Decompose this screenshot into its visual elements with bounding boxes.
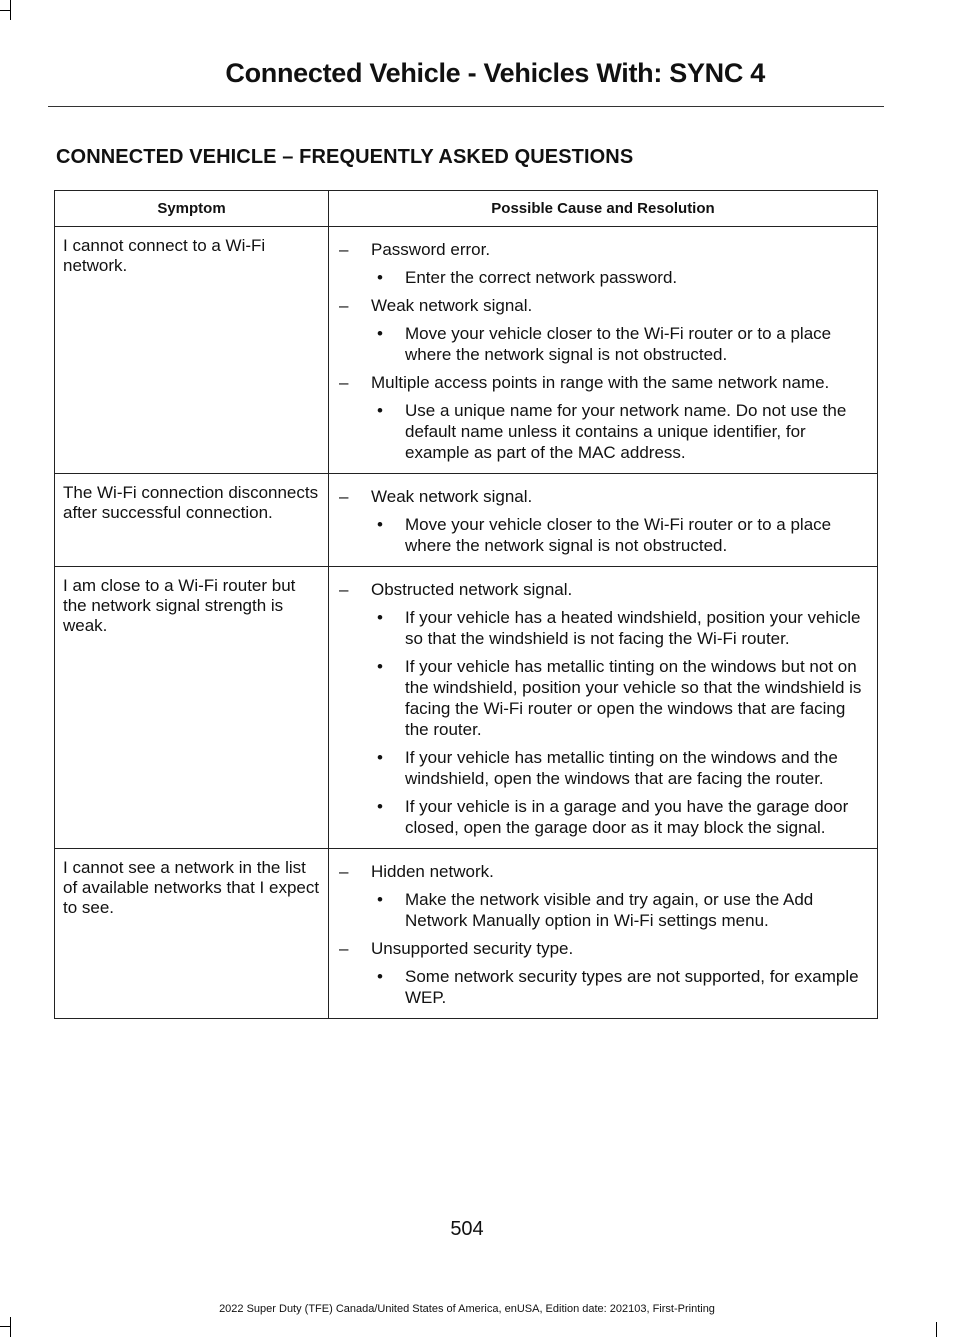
dash-marker: – [339,240,349,259]
faq-table [54,190,878,1019]
section-title: CONNECTED VEHICLE – FREQUENTLY ASKED QUESTIONS [56,146,634,168]
crop-mark-bottom-left [0,1326,10,1327]
table-row [55,227,878,474]
cause-item [337,373,871,393]
edition-footer: 2022 Super Duty (TFE) Canada/United States of America, enUSA, Edition date: 202103, First-Printing [219,1303,715,1315]
resolution-item [337,889,871,931]
crop-mark-top-left [10,0,11,20]
bullet-marker: • [377,268,383,287]
cause-item [337,240,871,260]
header-divider [48,106,884,107]
dash-marker: – [339,373,349,392]
resolution-item [337,400,871,463]
cause-item [337,580,871,600]
cause-text: Password error. [371,240,491,259]
table-row [55,849,878,1019]
page-number: 504 [450,1218,484,1240]
cause-item [337,939,871,959]
resolution-item [337,514,871,556]
resolution-cell [329,474,878,567]
symptom-cell: I am close to a Wi-Fi router but the network signal strength is weak. [55,567,329,849]
resolution-item [337,323,871,365]
resolution-text: Use a unique name for your network name. Do not use the default name unless it contains a unique identifier, for example as part of the MAC address. [405,401,847,462]
bullet-marker: • [377,797,383,816]
bullet-marker: • [377,748,383,767]
table-row [55,567,878,849]
resolution-text: If your vehicle is in a garage and you have the garage door closed, open the garage door as it may block the signal. [405,797,849,837]
resolution-text: If your vehicle has metallic tinting on the windows but not on the windshield, position your vehicle so that the windshield is facing the Wi-Fi router or open the windows that are facing the router. [405,657,862,739]
resolution-text: Enter the correct network password. [405,268,678,287]
resolution-text: Some network security types are not supported, for example WEP. [405,967,859,1007]
dash-marker: – [339,580,349,599]
resolution-item [337,656,871,740]
cause-text: Hidden network. [371,862,494,881]
resolution-item [337,796,871,838]
table-header-row [55,191,878,227]
symptom-cell: The Wi-Fi connection disconnects after successful connection. [55,474,329,567]
dash-marker: – [339,296,349,315]
resolution-item [337,747,871,789]
cause-item [337,296,871,316]
resolution-text: Move your vehicle closer to the Wi-Fi router or to a place where the network signal is not obstructed. [405,324,832,364]
cause-text: Unsupported security type. [371,939,574,958]
resolution-item [337,966,871,1008]
bullet-marker: • [377,401,383,420]
symptom-cell: I cannot connect to a Wi-Fi network. [55,227,329,474]
dash-marker: – [339,939,349,958]
crop-mark-top-left [0,10,10,11]
cause-item [337,862,871,882]
resolution-cell [329,567,878,849]
cause-text: Obstructed network signal. [371,580,573,599]
table-row [55,474,878,567]
bullet-marker: • [377,657,383,676]
bullet-marker: • [377,324,383,343]
faq-table-body [55,227,878,1019]
resolution-column-header: Possible Cause and Resolution [329,191,878,227]
resolution-text: Make the network visible and try again, or use the Add Network Manually option in Wi-Fi settings menu. [405,890,814,930]
resolution-text: Move your vehicle closer to the Wi-Fi router or to a place where the network signal is not obstructed. [405,515,832,555]
symptom-column-header: Symptom [55,191,329,227]
resolution-text: If your vehicle has a heated windshield, position your vehicle so that the windshield is not facing the Wi-Fi router. [405,608,861,648]
resolution-item [337,607,871,649]
cause-item [337,487,871,507]
resolution-cell [329,849,878,1019]
cause-text: Multiple access points in range with the same network name. [371,373,830,392]
bullet-marker: • [377,890,383,909]
running-header-title: Connected Vehicle - Vehicles With: SYNC 4 [225,58,765,88]
resolution-text: If your vehicle has metallic tinting on the windows and the windshield, open the windows that are facing the router. [405,748,838,788]
dash-marker: – [339,487,349,506]
cause-text: Weak network signal. [371,487,533,506]
bullet-marker: • [377,967,383,986]
dash-marker: – [339,862,349,881]
crop-mark-bottom-left [10,1317,11,1337]
resolution-item [337,267,871,288]
crop-mark-bottom-right [936,1322,937,1337]
bullet-marker: • [377,515,383,534]
symptom-cell: I cannot see a network in the list of available networks that I expect to see. [55,849,329,1019]
cause-text: Weak network signal. [371,296,533,315]
resolution-cell [329,227,878,474]
bullet-marker: • [377,608,383,627]
